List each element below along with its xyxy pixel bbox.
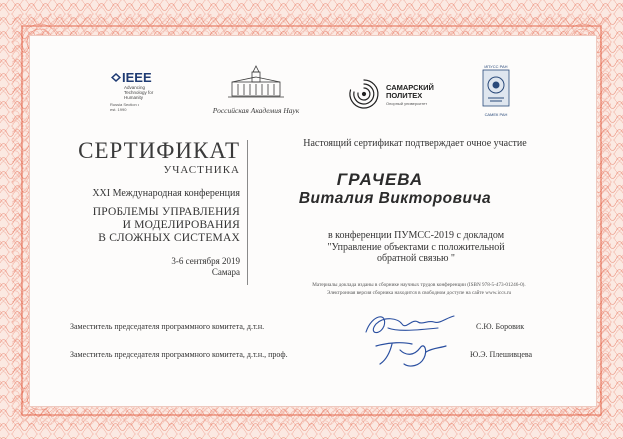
samara-line2: ПОЛИТЕХ [386,91,423,100]
ieee-word: IEEE [122,70,152,85]
signature-role: Заместитель председателя программного комитета, д.т.н. [70,322,265,331]
signatory-name: Ю.Э. Плешивцева [470,350,533,359]
academy-building-icon [226,64,286,100]
ran-logo [196,64,316,115]
report-text [266,230,566,265]
signature-icon [370,336,450,370]
report-line: "Управление объектами с положительной [327,241,505,253]
ieee-section: Russia Section • est. 1990 [110,102,140,112]
ieee-tagline: Advancing Technology for Humanity [124,85,154,100]
certificate-body [250,138,580,296]
participant-given-names: Виталия Викторовича [298,190,492,207]
logos-row [56,64,576,124]
publication-note [254,281,584,297]
samara-polytech-swirl-icon [346,76,382,112]
institute-emblem-icon [481,69,511,107]
ieee-logo-icon [110,70,170,85]
signatory-name: С.Ю. Боровик [476,322,525,331]
certificate-heading [56,138,240,278]
report-line: обратной связью " [376,253,456,264]
conference-name: XXI Международная конференция [92,188,240,199]
ipu-logo [476,64,516,117]
participant-surname: ГРАЧЕВА [336,170,424,189]
ran-name: Российская Академия Наук [212,106,300,115]
conference-title-line: ПРОБЛЕМЫ УПРАВЛЕНИЯ [92,206,240,218]
divider-line [247,140,248,285]
confirmation-text: Настоящий сертификат подтверждает очное участие [303,138,527,149]
certificate-subtitle: УЧАСТНИКА [163,164,240,176]
ipu-top-text: ИПУСС РАН [484,64,508,69]
publication-line: Электронная версия сборника находится в свободном доступе на сайте www.iccs.ru [326,290,512,296]
samara-line3: Опорный университет [386,101,428,106]
report-line: в конференции ПУМСС-2019 с докладом [327,230,505,241]
conference-title [56,206,240,245]
samara-text [386,84,434,108]
certificate-title: СЕРТИФИКАТ [78,138,240,163]
ipu-bottom-text: САМЕК РАН [484,112,508,117]
publication-line: Материалы доклада изданы в сборнике научных трудов конференции (ISBN 978-5-473-01246-0). [312,282,526,288]
conference-date: 3-6 сентября 2019 [171,256,240,266]
conference-dates [56,256,240,278]
conference-title-line: В СЛОЖНЫХ СИСТЕМАХ [98,232,240,244]
conference-city: Самара [211,267,240,277]
ieee-logo [110,70,170,112]
signature-role: Заместитель председателя программного комитета, д.т.н., проф. [70,350,288,359]
conference-title-line: И МОДЕЛИРОВАНИЯ [122,219,240,231]
samara-line1: САМАРСКИЙ [386,83,434,92]
